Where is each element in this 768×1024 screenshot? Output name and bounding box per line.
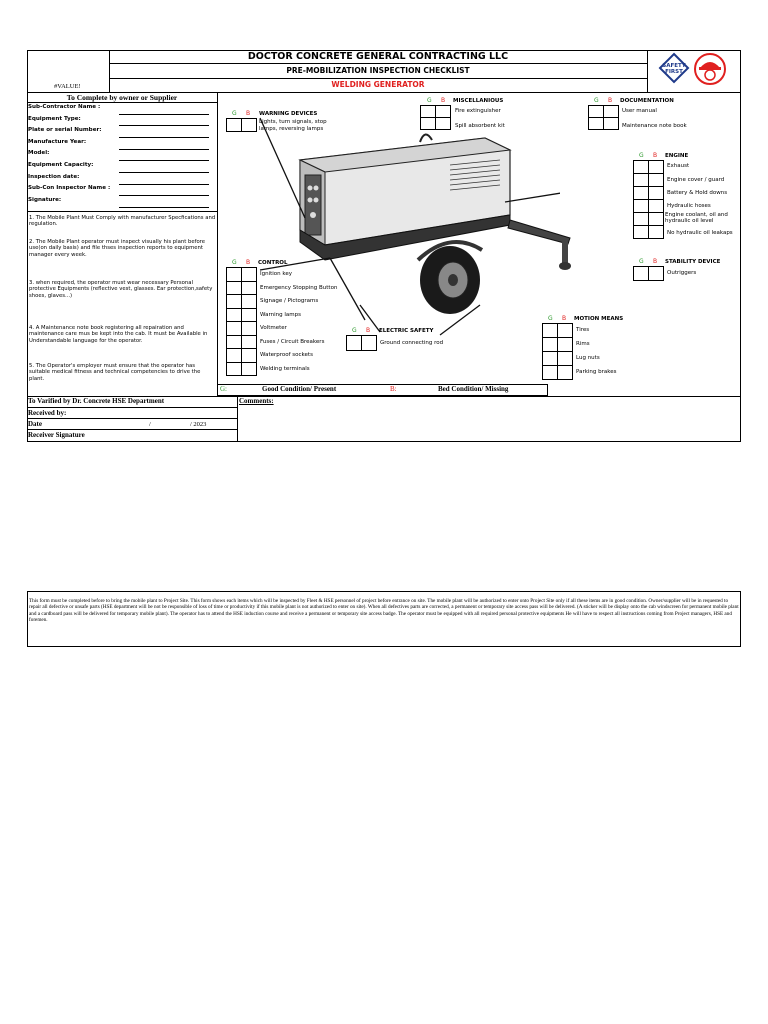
engine-item-cover: Engine cover / guard <box>667 177 725 183</box>
verification-heading: To Varified by Dr. Concrete HSE Department <box>28 397 165 405</box>
engine-checkboxes[interactable] <box>633 160 664 239</box>
field-serial-number: Plate or serial Number: <box>28 127 102 134</box>
motion-checkboxes[interactable] <box>542 323 573 380</box>
control-checkboxes[interactable] <box>226 267 257 376</box>
warning-devices-title: WARNING DEVICES <box>259 111 318 117</box>
date-separator: / <box>149 421 151 428</box>
engine-b-box-3[interactable] <box>649 187 664 200</box>
warning-item-lights: Lights, turn signals, stop lamps, reversing lamps <box>259 119 327 132</box>
owner-section-heading: To Complete by owner or Supplier <box>66 93 178 102</box>
motion-item-rims: Rims <box>576 341 590 347</box>
engine-item-hoses: Hydraulic hoses <box>667 203 711 209</box>
control-b-box-4[interactable] <box>242 309 257 323</box>
electric-item-ground-rod: Ground connecting rod <box>380 340 444 346</box>
control-g-box-3[interactable] <box>227 295 242 309</box>
field-model: Model: <box>28 150 50 157</box>
warning-b-box[interactable] <box>242 119 257 132</box>
engine-b-box-2[interactable] <box>649 174 664 187</box>
control-b-box-2[interactable] <box>242 282 257 296</box>
doc-b-box-2[interactable] <box>604 118 619 130</box>
misc-b-box-2[interactable] <box>436 118 451 130</box>
motion-g-box-4[interactable] <box>543 366 558 380</box>
control-item-signage: Signage / Pictograms <box>260 298 319 304</box>
engine-g-box-5[interactable] <box>634 213 649 226</box>
control-b-box-8[interactable] <box>242 363 257 377</box>
field-inspection-date: Inspection date: <box>28 173 80 180</box>
doc-g-box-1[interactable] <box>589 106 604 118</box>
field-equipment-capacity: Equipment Capacity: <box>28 161 94 168</box>
motion-g-box-1[interactable] <box>543 324 558 338</box>
stability-b-box[interactable] <box>649 267 664 281</box>
control-title: CONTROL <box>258 260 288 266</box>
rule-3: 3. when required, the operator must wear necessary Personal protective Equipments (reflective vest, glasses. Ear protection,safety shoes, glaves...) <box>29 280 213 299</box>
input-line-5[interactable] <box>119 160 209 161</box>
input-line-9[interactable] <box>119 207 209 208</box>
comments-area[interactable] <box>238 407 740 441</box>
legend-bad-key: B: <box>390 385 397 393</box>
engine-b-box-5[interactable] <box>649 213 664 226</box>
field-inspector-name: Sub-Con Inspector Name : <box>28 185 111 192</box>
field-subcontractor-name: Sub-Contractor Name : <box>28 104 101 110</box>
engine-item-exhaust: Exhaust <box>667 163 690 169</box>
input-line-1[interactable] <box>119 114 209 115</box>
control-g-box-1[interactable] <box>227 268 242 282</box>
rule-5: 5. The Operator's employer must ensure that the operator has suitable medical fitness and technical competencies to drive the plant. <box>29 363 201 382</box>
engine-g-box-6[interactable] <box>634 226 649 239</box>
receiver-signature-label: Receiver Signature <box>28 431 85 439</box>
owner-field-list <box>28 104 118 208</box>
misc-item-fire-extinguisher: Fire extinguisher <box>455 108 501 114</box>
control-b-box-5[interactable] <box>242 322 257 336</box>
control-g-box-8[interactable] <box>227 363 242 377</box>
motion-item-tires: Tires <box>576 327 590 333</box>
control-g-box-2[interactable] <box>227 282 242 296</box>
misc-title: MISCELLANIOUS <box>453 98 504 104</box>
safety-first-logo <box>654 52 732 90</box>
stability-g-box[interactable] <box>634 267 649 281</box>
equipment-title: WELDING GENERATOR <box>331 80 425 89</box>
engine-g-box-4[interactable] <box>634 200 649 213</box>
date-label: Date <box>28 420 42 428</box>
warning-g-box[interactable] <box>227 119 242 132</box>
received-by-label: Received by: <box>28 409 67 417</box>
doc-b-box-1[interactable] <box>604 106 619 118</box>
electric-g-box[interactable] <box>347 336 362 351</box>
documentation-checkboxes[interactable] <box>588 105 619 130</box>
documentation-title: DOCUMENTATION <box>620 98 674 104</box>
engine-title: ENGINE <box>665 153 689 159</box>
input-line-3[interactable] <box>119 137 209 138</box>
field-manufacture-year: Manufacture Year: <box>28 138 87 145</box>
motion-item-lug-nuts: Lug nuts <box>576 355 600 361</box>
motion-b-box-1[interactable] <box>558 324 573 338</box>
stability-item-outriggers: Outriggers <box>667 270 697 276</box>
control-b-box-3[interactable] <box>242 295 257 309</box>
value-error-cell: #VALUE! <box>54 83 81 90</box>
field-signature: Signature: <box>28 196 62 203</box>
engine-b-box-6[interactable] <box>649 226 664 239</box>
control-g-box-6[interactable] <box>227 336 242 350</box>
rule-2: 2. The Mobile Plant operator must inspect visually his plant before use(on daily basis) and file thses inspection reports to equipment manager every week. <box>29 239 206 258</box>
legend-good-text: Good Condition/ Present <box>262 385 337 393</box>
control-item-emergency-stop: Emergency Stopping Button <box>260 285 338 291</box>
field-equipment-type: Equipment Type: <box>28 115 81 122</box>
engine-item-battery: Battery & Hold downs <box>667 190 728 196</box>
control-item-ignition: Ignition key <box>260 271 293 277</box>
electric-b-box[interactable] <box>362 336 377 351</box>
control-g-box-7[interactable] <box>227 349 242 363</box>
svg-text:FIRST: FIRST <box>665 69 683 75</box>
motion-b-box-4[interactable] <box>558 366 573 380</box>
rule-4: 4. A Maintenance note book registering all repairation and maintenance care mus be kept into the cab. It must be Available in Understandable language for the operator. <box>29 325 208 344</box>
doc-g-box-2[interactable] <box>589 118 604 130</box>
stability-checkboxes[interactable] <box>633 266 664 281</box>
motion-g-box-2[interactable] <box>543 338 558 352</box>
misc-item-spill-kit: Spill absorbent kit <box>455 123 505 129</box>
engine-b-box-1[interactable] <box>649 161 664 174</box>
legend-good-key: G: <box>220 385 227 393</box>
legend-bad-text: Bed Condition/ Missing <box>438 385 509 393</box>
footer-note: This form must be completed before to bring the mobile plant to Project Site. This form shows each items which will be inspected by Fleet & HSE personnel of project before entrance on site. The mobile plant will be authorized to enter onto Project Site only if all these items are in good condition. Owner/supplier will be in requested to repair all defective or unsafe parts (HSE department will be not be responsible of loss of time or productivity if this mobile plant is not authorized to enter on site). When all defectives parts are corrected, a permanent or temporary site access pass will be delivered. (A sticker will be display onto the cab windscreen for permanent mobile plant and a cardboard pass will be delivered for temporary mobile plant). The operator has to attend the HSE induction course and receive a permanent or temporary site access badge. The operator must be equipped with all required personal protective equipments He will have to respect all instructions coming from Project managers, HSE and foremen. <box>29 598 739 623</box>
input-line-7[interactable] <box>119 184 209 185</box>
input-line-6[interactable] <box>119 172 209 173</box>
control-b-box-1[interactable] <box>242 268 257 282</box>
input-line-4[interactable] <box>119 149 209 150</box>
svg-text:SAFETY: SAFETY <box>662 63 686 69</box>
engine-item-coolant: Engine coolant, oil and hydraulic oil level <box>665 212 728 225</box>
motion-b-box-2[interactable] <box>558 338 573 352</box>
control-g-box-4[interactable] <box>227 309 242 323</box>
control-g-box-5[interactable] <box>227 322 242 336</box>
motion-means-title: MOTION MEANS <box>574 316 624 322</box>
control-item-voltmeter: Voltmeter <box>260 325 287 331</box>
control-item-fuses: Fuses / Circuit Breakers <box>260 339 325 345</box>
misc-g-box-2[interactable] <box>421 118 436 130</box>
date-year: / 2023 <box>190 421 207 428</box>
form-title: PRE-MOBILIZATION INSPECTION CHECKLIST <box>286 66 470 75</box>
electric-checkboxes[interactable] <box>346 335 377 351</box>
engine-g-box-1[interactable] <box>634 161 649 174</box>
motion-g-box-3[interactable] <box>543 352 558 366</box>
control-item-welding-terminals: Welding terminals <box>260 366 310 372</box>
doc-item-maintenance-book: Maintenance note book <box>622 123 687 129</box>
engine-b-box-4[interactable] <box>649 200 664 213</box>
engine-g-box-3[interactable] <box>634 187 649 200</box>
input-line-8[interactable] <box>119 195 209 196</box>
control-item-warning-lamps: Warning lamps <box>260 312 301 318</box>
misc-checkboxes[interactable] <box>420 105 451 130</box>
warning-checkboxes[interactable] <box>226 118 257 132</box>
doc-item-user-manual: User manual <box>622 108 657 114</box>
motion-item-parking-brakes: Parking brakes <box>576 369 617 375</box>
rule-1: 1. The Mobile Plant Must Comply with manufacturer Specfications and regulation. <box>29 215 216 228</box>
control-item-sockets: Waterproof sockets <box>260 352 313 358</box>
company-name: DOCTOR CONCRETE GENERAL CONTRACTING LLC <box>247 51 509 62</box>
input-line-2[interactable] <box>119 125 209 126</box>
misc-b-box-1[interactable] <box>436 106 451 118</box>
misc-g-box-1[interactable] <box>421 106 436 118</box>
motion-b-box-3[interactable] <box>558 352 573 366</box>
control-b-box-6[interactable] <box>242 336 257 350</box>
electric-safety-title: ELECTRIC SAFETY <box>379 328 434 334</box>
stability-title: STABILITY DEVICE <box>665 259 721 265</box>
engine-item-leakage: No hydraulic oil leakaps <box>667 230 733 236</box>
comments-label: Comments: <box>239 397 274 405</box>
engine-g-box-2[interactable] <box>634 174 649 187</box>
control-b-box-7[interactable] <box>242 349 257 363</box>
